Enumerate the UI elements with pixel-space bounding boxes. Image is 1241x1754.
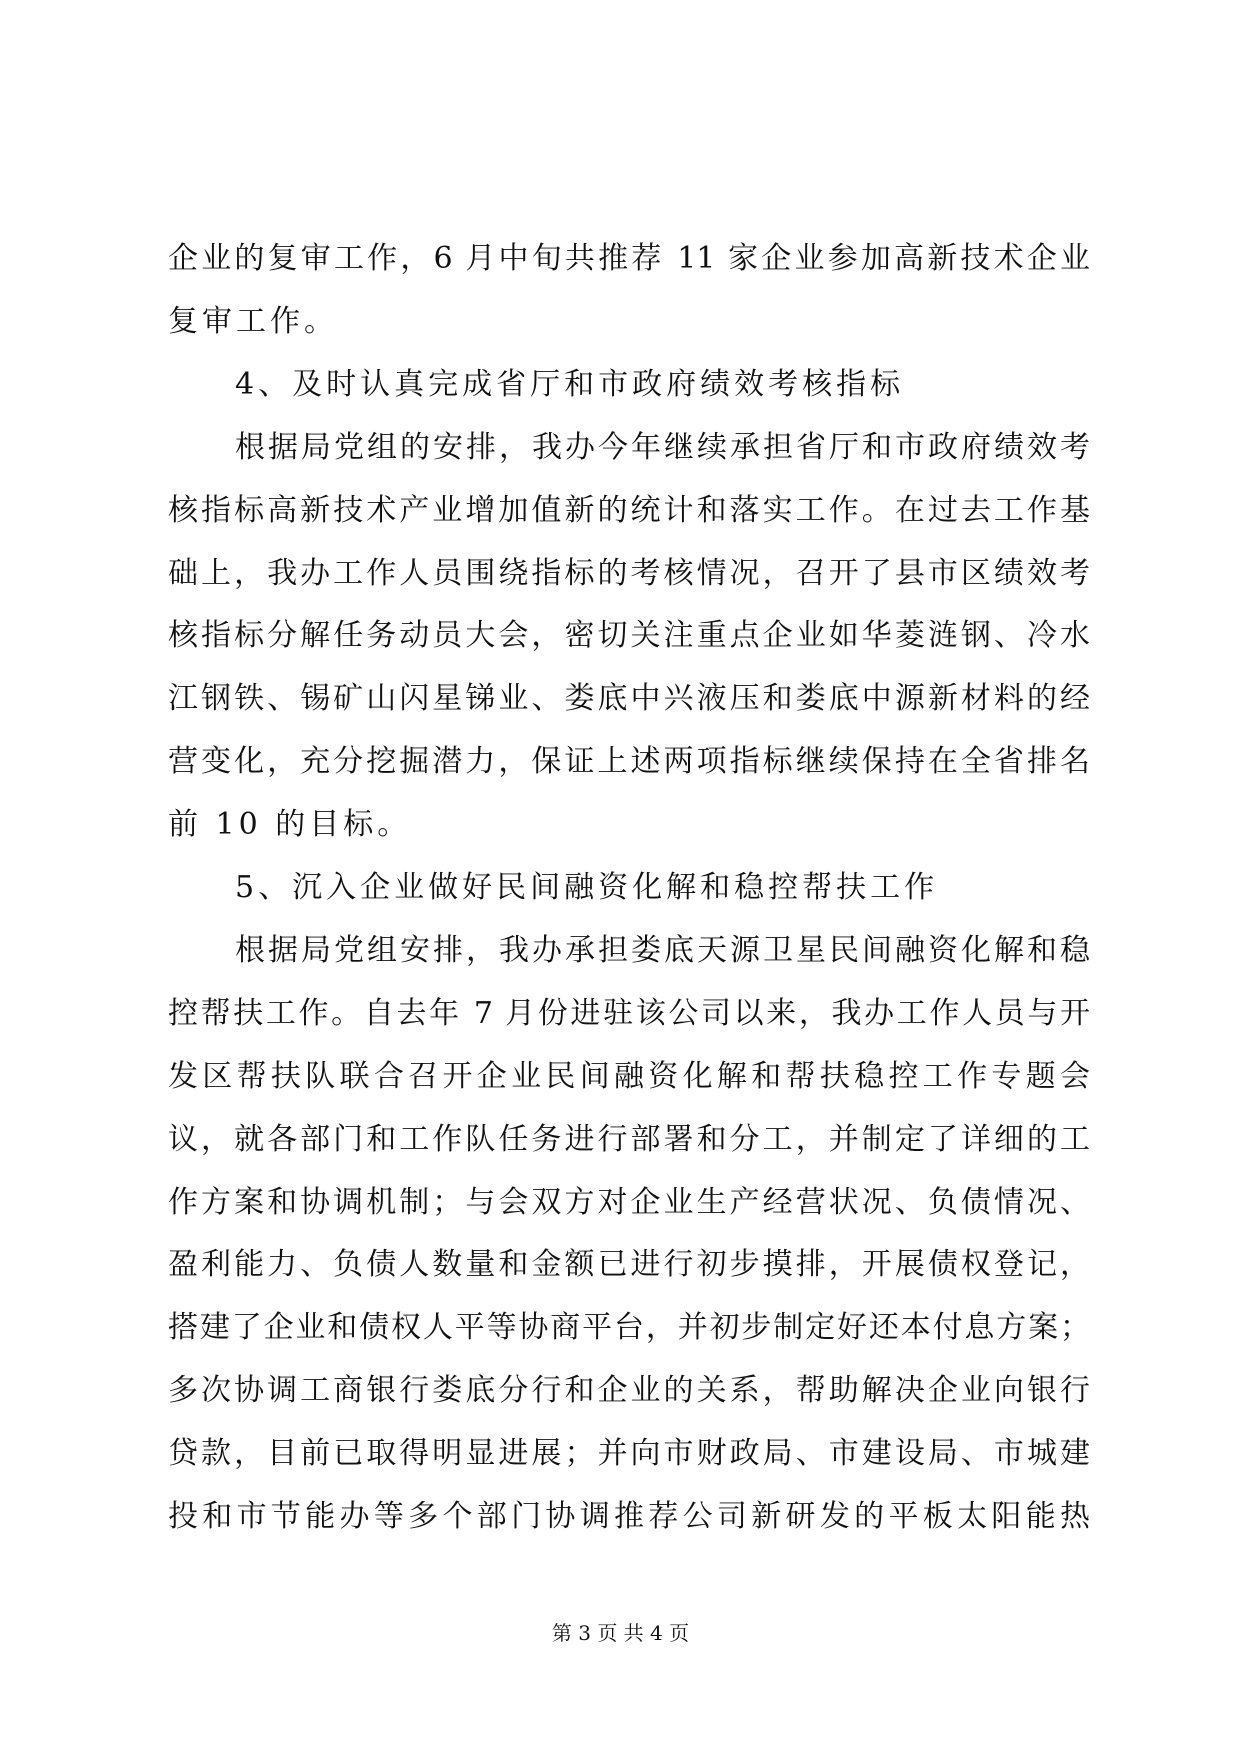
text-line: 复审工作。 bbox=[168, 303, 338, 339]
text-line: 搭建了企业和债权人平等协商平台，并初步制定好还本付息方案； bbox=[168, 1310, 1090, 1346]
text-line: 投和市节能办等多个部门协调推荐公司新研发的平板太阳能热 bbox=[168, 1499, 1090, 1534]
text-line: 核指标分解任务动员大会，密切关注重点企业如华菱涟钢、冷水 bbox=[168, 618, 1090, 654]
text-line: 础上，我办工作人员围绕指标的考核情况，召开了县市区绩效考 bbox=[168, 555, 1090, 591]
text-line: 多次协调工商银行娄底分行和企业的关系，帮助解决企业向银行 bbox=[168, 1373, 1090, 1409]
text-line: 贷款，目前已取得明显进展；并向市财政局、市建设局、市城建 bbox=[168, 1436, 1090, 1472]
page-footer: 第 3 页 共 4 页 bbox=[551, 1621, 690, 1645]
text-line: 控帮扶工作。自去年 7 月份进驻该公司以来，我办工作人员与开 bbox=[168, 995, 1090, 1031]
text-line: 5、沉入企业做好民间融资化解和稳控帮扶工作 bbox=[235, 870, 939, 905]
text-line: 盈利能力、负债人数量和金额已进行初步摸排，开展债权登记， bbox=[168, 1247, 1090, 1283]
text-line: 作方案和协调机制；与会双方对企业生产经营状况、负债情况、 bbox=[168, 1184, 1090, 1220]
text-line: 营变化，充分挖掘潜力，保证上述两项指标继续保持在全省排名 bbox=[168, 744, 1090, 780]
text-line: 议，就各部门和工作队任务进行部署和分工，并制定了详细的工 bbox=[168, 1121, 1090, 1157]
text-line: 根据局党组安排，我办承担娄底天源卫星民间融资化解和稳 bbox=[235, 932, 1090, 968]
text-line: 前 10 的目标。 bbox=[168, 807, 412, 843]
text-line: 核指标高新技术产业增加值新的统计和落实工作。在过去工作基 bbox=[168, 492, 1090, 528]
text-line: 发区帮扶队联合召开企业民间融资化解和帮扶稳控工作专题会 bbox=[168, 1058, 1090, 1094]
text-line: 江钢铁、锡矿山闪星锑业、娄底中兴液压和娄底中源新材料的经 bbox=[168, 681, 1090, 717]
text-line: 企业的复审工作，6 月中旬共推荐 11 家企业参加高新技术企业 bbox=[168, 241, 1090, 276]
text-line: 根据局党组的安排，我办今年继续承担省厅和市政府绩效考 bbox=[235, 429, 1090, 465]
text-line: 4、及时认真完成省厅和市政府绩效考核指标 bbox=[235, 366, 905, 402]
